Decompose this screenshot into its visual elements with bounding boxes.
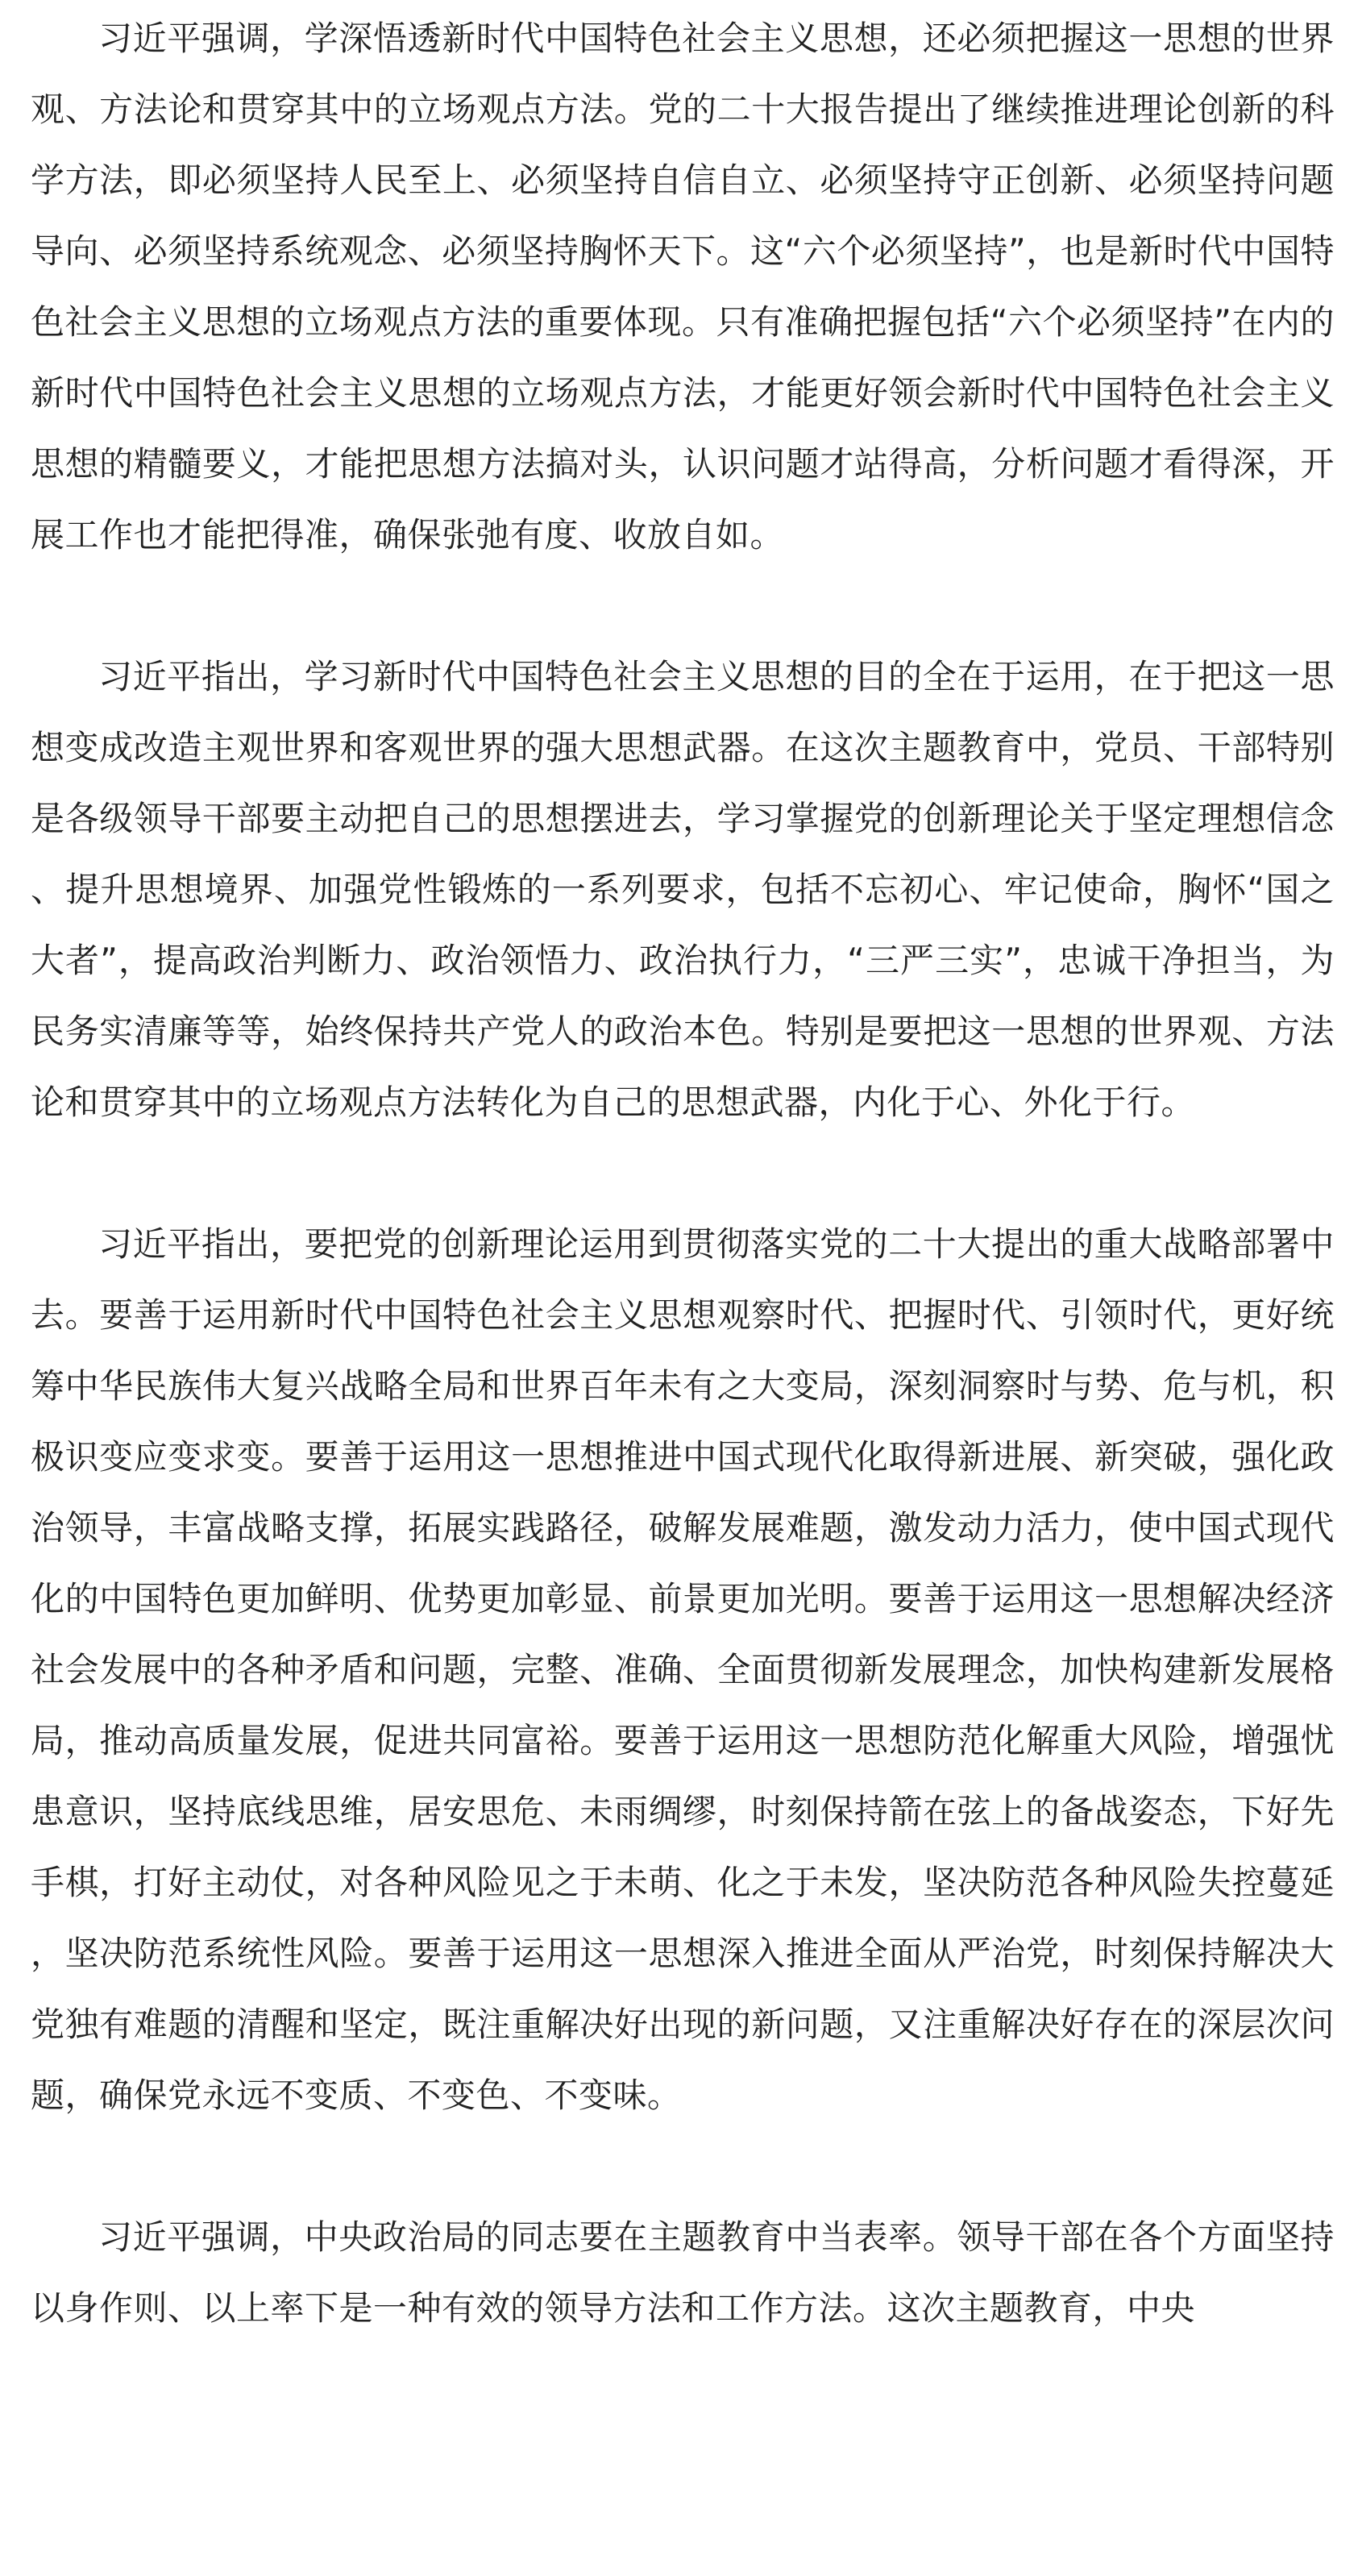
paragraph-worldview-methodology: 习近平强调，学深悟透新时代中国特色社会主义思想，还必须把握这一思想的世界观、方法论和贯穿其中的立场观点方法。党的二十大报告提出了继续推进理论创新的科学方法，即必须坚持人民至上、必须坚持自信自立、必须坚持守正创新、必须坚持问题导向、必须坚持系统观念、必须坚持胸怀天下。这“六个必须坚持”，也是新时代中国特色社会主义思想的立场观点方法的重要体现。只有准确把握包括“六个必须坚持”在内的新时代中国特色社会主义思想的立场观点方法，才能更好领会新时代中国特色社会主义思想的精髓要义，才能把思想方法搞对头，认识问题才站得高，分析问题才看得深，开展工作也才能把得准，确保张弛有度、收放自如。 bbox=[31, 19, 1335, 555]
paragraph-politburo-exemplar: 习近平强调，中央政治局的同志要在主题教育中当表率。领导干部在各个方面坚持以身作则、以上率下是一种有效的领导方法和工作方法。这次主题教育，中央 bbox=[31, 2217, 1335, 2328]
article-body bbox=[0, 3, 1362, 2344]
paragraph-apply-thought: 习近平指出，学习新时代中国特色社会主义思想的目的全在于运用，在于把这一思想变成改造主观世界和客观世界的强大思想武器。在这次主题教育中，党员、干部特别是各级领导干部要主动把自己的思想摆进去，学习掌握党的创新理论关于坚定理想信念、提升思想境界、加强党性锻炼的一系列要求，包括不忘初心、牢记使命，胸怀“国之大者”，提高政治判断力、政治领悟力、政治执行力，“三严三实”，忠诚干净担当，为民务实清廉等等，始终保持共产党人的政治本色。特别是要把这一思想的世界观、方法论和贯穿其中的立场观点方法转化为自己的思想武器，内化于心、外化于行。 bbox=[31, 657, 1335, 1122]
paragraph-strategic-deployment: 习近平指出，要把党的创新理论运用到贯彻落实党的二十大提出的重大战略部署中去。要善于运用新时代中国特色社会主义思想观察时代、把握时代、引领时代，更好统筹中华民族伟大复兴战略全局和世界百年未有之大变局，深刻洞察时与势、危与机，积极识变应变求变。要善于运用这一思想推进中国式现代化取得新进展、新突破，强化政治领导，丰富战略支撑，拓展实践路径，破解发展难题，激发动力活力，使中国式现代化的中国特色更加鲜明、优势更加彰显、前景更加光明。要善于运用这一思想解决经济社会发展中的各种矛盾和问题，完整、准确、全面贯彻新发展理念，加快构建新发展格局，推动高质量发展，促进共同富裕。要善于运用这一思想防范化解重大风险，增强忧患意识，坚持底线思维，居安思危、未雨绸缪，时刻保持箭在弦上的备战姿态，下好先手棋，打好主动仗，对各种风险见之于未萌、化之于未发，坚决防范各种风险失控蔓延，坚决防范系统性风险。要善于运用这一思想深入推进全面从严治党，时刻保持解决大党独有难题的清醒和坚定，既注重解决好出现的新问题，又注重解决好存在的深层次问题，确保党永远不变质、不变色、不变味。 bbox=[31, 1224, 1335, 2115]
